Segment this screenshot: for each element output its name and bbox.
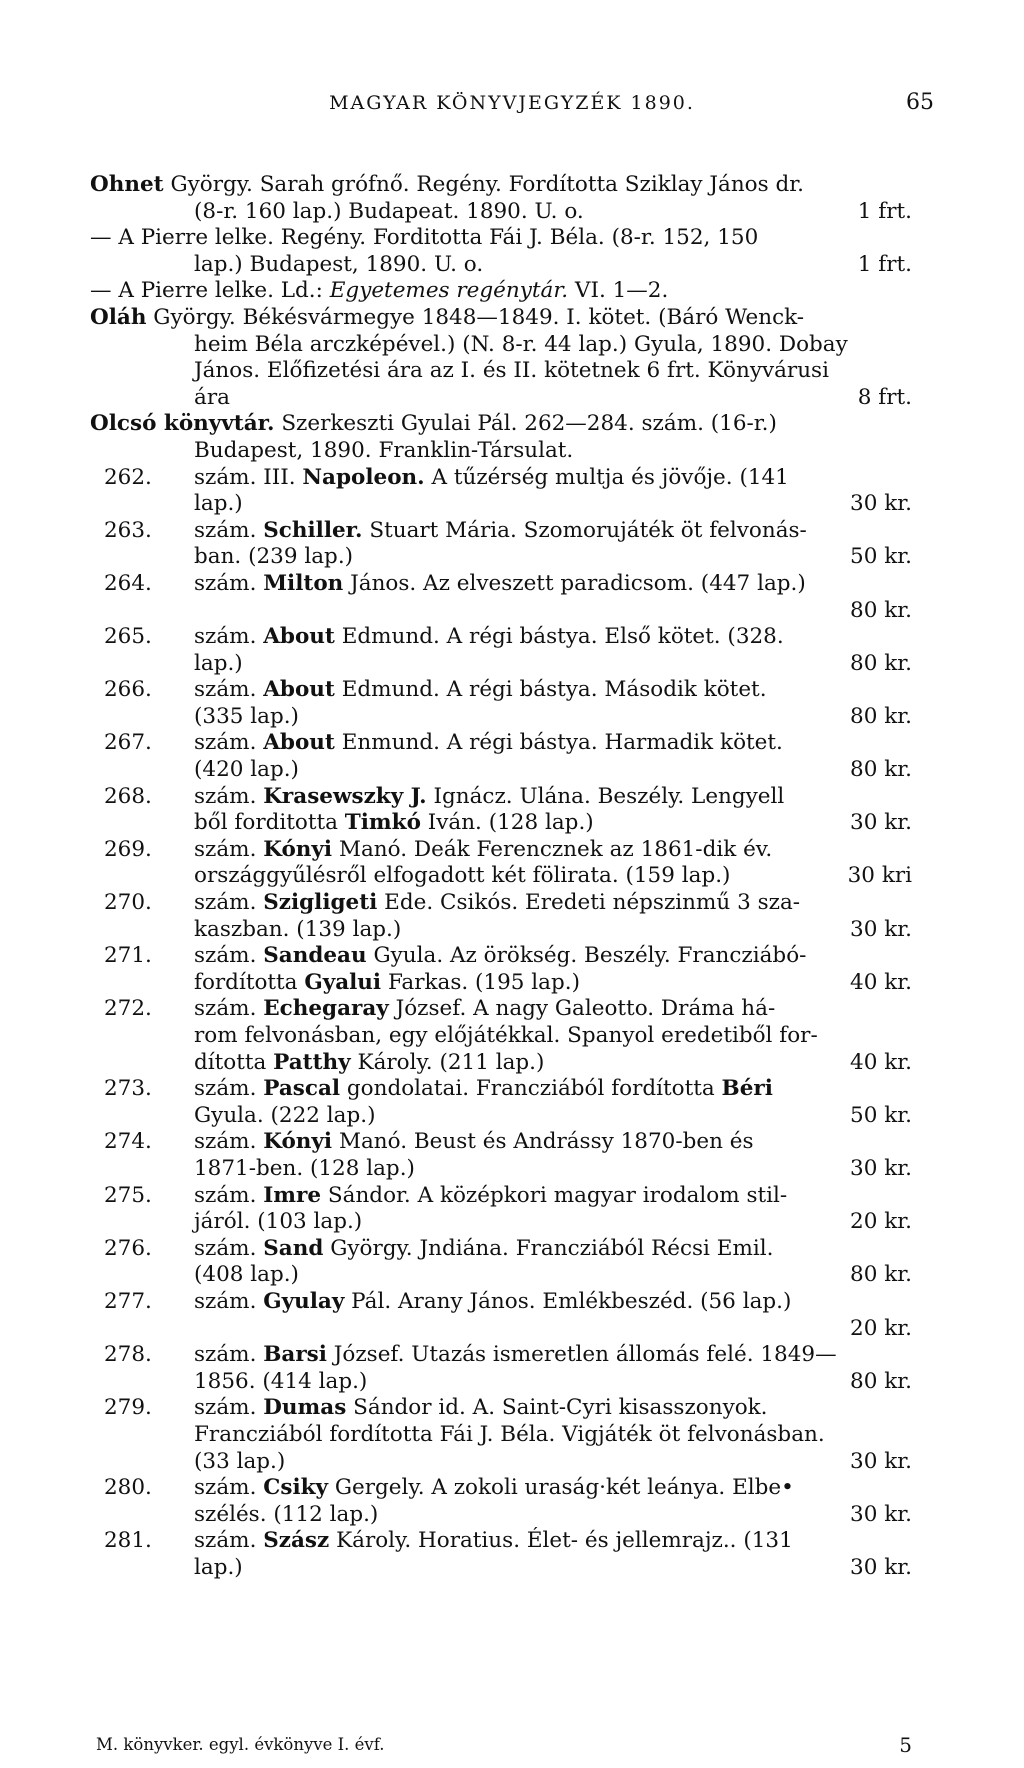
- line-text: [194, 544, 353, 569]
- price: 40 kr.: [850, 969, 912, 995]
- text-line: [90, 917, 912, 944]
- entry-number: 269.: [104, 836, 152, 862]
- line-text: [194, 358, 829, 383]
- author-name: Ohnet: [90, 172, 164, 197]
- text-segment: ára: [194, 384, 230, 410]
- text-segment: János. Előfizetési ára az I. és II. kötetnek 6 frt. Könyvárusi: [194, 358, 829, 384]
- price: 20 kr.: [850, 1315, 912, 1341]
- text-segment: 1856. (414 lap.): [194, 1368, 368, 1394]
- text-line: [90, 1528, 912, 1555]
- text-segment: szám.: [194, 1129, 264, 1155]
- text-segment: György. Békésvármegye 1848—1849. I. kötet. (Báró Wenck-: [146, 304, 805, 330]
- text-line: [90, 172, 912, 199]
- author-name: Krasewszky J.: [263, 783, 427, 809]
- text-segment: (408 lap.): [194, 1262, 299, 1288]
- text-segment: lap.): [194, 1554, 243, 1580]
- text-line: [90, 1502, 912, 1529]
- text-segment: járól. (103 lap.): [194, 1209, 363, 1235]
- line-text: [194, 1236, 773, 1261]
- price: 30 kr.: [850, 916, 912, 942]
- text-segment: Szerkeszti Gyulai Pál. 262—284. szám. (16-r.): [274, 411, 777, 437]
- line-text: [90, 305, 804, 330]
- text-line: [90, 1236, 912, 1263]
- text-line: [90, 1209, 912, 1236]
- text-line: [90, 1129, 912, 1156]
- text-segment: Ignácz. Ulána. Beszély. Lengyell: [426, 783, 785, 809]
- text-line: [90, 1183, 912, 1210]
- text-segment: Gyula. (222 lap.): [194, 1102, 376, 1128]
- text-line: [90, 943, 912, 970]
- text-segment: Sándor id. A. Saint-Cyri kisasszonyok.: [346, 1395, 768, 1421]
- text-segment: — A Pierre lelke. Ld.:: [90, 278, 330, 304]
- running-header: [90, 86, 934, 120]
- text-segment: gondolatai. Francziából fordította: [340, 1076, 722, 1102]
- entry-number: 264.: [104, 570, 152, 596]
- text-segment: szám.: [194, 836, 264, 862]
- price: 30 kr.: [850, 810, 912, 836]
- text-segment: szám.: [194, 1342, 264, 1368]
- text-segment: szám.: [194, 1076, 264, 1102]
- text-line: [90, 677, 912, 704]
- line-text: [194, 1502, 378, 1527]
- text-line: [90, 624, 912, 651]
- line-text: [194, 1289, 791, 1314]
- line-text: [194, 1209, 362, 1234]
- line-text: [194, 1156, 415, 1181]
- text-segment: Edmund. A régi bástya. Első kötet. (328.: [334, 624, 784, 650]
- text-segment: (8-r. 160 lap.) Budapeat. 1890. U. o.: [194, 198, 584, 224]
- text-line: [90, 1103, 912, 1130]
- text-line: [90, 465, 912, 492]
- entry-number: 265.: [104, 624, 152, 650]
- entry-number: 274.: [104, 1129, 152, 1155]
- text-segment: szám.: [194, 943, 264, 969]
- line-text: [90, 225, 758, 250]
- text-segment: Edmund. A régi bástya. Második kötet.: [334, 677, 767, 703]
- line-text: [194, 810, 594, 835]
- line-text: [194, 491, 243, 516]
- entry-number: 268.: [104, 783, 152, 809]
- page-number: 65: [906, 90, 934, 115]
- price: 40 kr.: [850, 1049, 912, 1075]
- author-name: Pascal: [263, 1076, 341, 1102]
- line-text: [194, 1475, 794, 1500]
- line-text: [194, 970, 580, 995]
- author-name: Sand: [263, 1235, 324, 1261]
- price: 30 kr.: [850, 1501, 912, 1527]
- text-segment: rom felvonásban, egy előjátékkal. Spanyol eredetiből for-: [194, 1023, 818, 1048]
- text-segment: szám.: [194, 1528, 264, 1554]
- text-line: [90, 1395, 912, 1422]
- text-line: [90, 890, 912, 917]
- line-text: [194, 1369, 367, 1394]
- text-line: [90, 1449, 912, 1476]
- line-text: [194, 651, 243, 676]
- text-line: [90, 863, 912, 890]
- text-segment: VI. 1—2.: [568, 278, 669, 304]
- entry-number: 262.: [104, 464, 152, 490]
- line-text: [194, 624, 784, 649]
- text-line: [90, 1342, 912, 1369]
- text-segment: Iván. (128 lap.): [420, 810, 594, 836]
- text-segment: szám.: [194, 677, 264, 703]
- text-segment: lap.): [194, 491, 243, 517]
- text-segment: János. Az elveszett paradicsom. (447 lap.): [343, 570, 806, 596]
- text-segment: szám. III.: [194, 464, 303, 490]
- line-text: [194, 757, 299, 782]
- line-text: [194, 784, 784, 809]
- line-text: [194, 571, 806, 596]
- line-text: [90, 172, 804, 197]
- author-name: Barsi: [263, 1342, 327, 1368]
- author-name: About: [263, 624, 335, 650]
- price: 80 kr.: [850, 757, 912, 783]
- text-line: [90, 305, 912, 332]
- text-line: [90, 1050, 912, 1077]
- author-name: Csiky: [263, 1475, 329, 1501]
- price: 80 kr.: [850, 597, 912, 623]
- price: 80 kr.: [850, 703, 912, 729]
- text-segment: szám.: [194, 517, 264, 543]
- line-text: [194, 332, 848, 357]
- signature-mark: 5: [899, 1733, 912, 1757]
- text-line: [90, 1076, 912, 1103]
- text-segment: ből forditotta: [194, 810, 345, 836]
- price: 80 kr.: [850, 1368, 912, 1394]
- text-segment: Farkas. (195 lap.): [381, 969, 580, 995]
- text-line: [90, 730, 912, 757]
- author-name: Schiller.: [263, 517, 363, 543]
- line-text: [194, 704, 299, 729]
- entry-number: 267.: [104, 730, 152, 756]
- text-line: [90, 651, 912, 678]
- line-text: [194, 1050, 544, 1075]
- price: 1 frt.: [857, 251, 912, 277]
- author-name: Szász: [263, 1528, 330, 1554]
- text-line: [90, 252, 912, 279]
- entry-number: 277.: [104, 1288, 152, 1314]
- author-name: Dumas: [263, 1395, 347, 1421]
- text-segment: szám.: [194, 890, 264, 916]
- entry-number: 270.: [104, 890, 152, 916]
- text-line: [90, 332, 912, 359]
- price: 80 kr.: [850, 1262, 912, 1288]
- author-name: Timkó: [344, 810, 421, 836]
- price: 80 kr.: [850, 650, 912, 676]
- price: 30 kr.: [850, 491, 912, 517]
- line-text: [194, 1528, 793, 1553]
- entry-number: 273.: [104, 1076, 152, 1102]
- author-name: Béri: [721, 1076, 773, 1102]
- text-segment: heim Béla arczképével.) (N. 8-r. 44 lap.) Gyula, 1890. Dobay: [194, 331, 848, 357]
- author-name: Napoleon.: [302, 464, 425, 490]
- line-text: [194, 1555, 243, 1580]
- page-footer: [96, 1733, 912, 1757]
- text-line: [90, 278, 912, 305]
- entry-number: 263.: [104, 517, 152, 543]
- entry-number: 279.: [104, 1395, 152, 1421]
- text-line: [90, 837, 912, 864]
- author-name: About: [263, 677, 335, 703]
- price: 30 kr.: [850, 1155, 912, 1181]
- text-line: [90, 598, 912, 625]
- text-segment: (335 lap.): [194, 703, 299, 729]
- text-line: [90, 518, 912, 545]
- entry-number: 266.: [104, 677, 152, 703]
- text-line: [90, 784, 912, 811]
- text-segment: szám.: [194, 1288, 264, 1314]
- line-text: [194, 199, 584, 224]
- running-title: MAGYAR KÖNYVJEGYZÉK 1890.: [329, 92, 695, 114]
- text-line: [90, 225, 912, 252]
- price: 30 kr.: [850, 1554, 912, 1580]
- text-segment: szám.: [194, 730, 264, 756]
- author-name: Sandeau: [263, 943, 367, 969]
- line-text: [194, 943, 806, 968]
- text-segment: A tűzérség multja és jövője. (141: [424, 464, 789, 490]
- text-line: [90, 544, 912, 571]
- text-segment: Károly. (211 lap.): [350, 1049, 545, 1075]
- line-text: [194, 252, 483, 277]
- text-segment: Stuart Mária. Szomorujáték öt felvonás-: [362, 517, 807, 543]
- line-text: [194, 917, 401, 942]
- text-segment: Francziából fordította Fái J. Béla. Vigjáték öt felvonásban.: [194, 1421, 825, 1447]
- text-segment: 1871-ben. (128 lap.): [194, 1155, 415, 1181]
- author-name: Patthy: [273, 1049, 351, 1075]
- text-segment: József. A nagy Galeotto. Dráma há-: [388, 996, 776, 1022]
- text-segment: lap.): [194, 650, 243, 676]
- line-text: [194, 1342, 837, 1367]
- line-text: [194, 730, 783, 755]
- line-text: [194, 1449, 285, 1474]
- line-text: [194, 1183, 787, 1208]
- line-text: [194, 518, 807, 543]
- author-name: Imre: [263, 1182, 322, 1208]
- text-segment: Pál. Arany János. Emlékbeszéd. (56 lap.): [344, 1288, 792, 1314]
- text-line: [90, 199, 912, 226]
- author-name: Oláh: [90, 304, 147, 330]
- text-segment: Budapest, 1890. Franklin-Társulat.: [194, 437, 574, 463]
- line-text: [194, 1103, 375, 1128]
- text-line: [90, 438, 912, 465]
- text-line: [90, 970, 912, 997]
- text-segment: kaszban. (139 lap.): [194, 916, 402, 942]
- author-name: Szigligeti: [263, 890, 378, 916]
- text-segment: Enmund. A régi bástya. Harmadik kötet.: [334, 730, 783, 756]
- text-segment: szám.: [194, 1395, 264, 1421]
- text-segment: György. Sarah grófnő. Regény. Fordította Sziklay János dr.: [163, 172, 805, 197]
- line-text: [194, 863, 730, 888]
- text-line: [90, 1475, 912, 1502]
- text-line: [90, 385, 912, 412]
- line-text: [194, 1076, 773, 1101]
- text-line: [90, 1369, 912, 1396]
- line-text: [194, 465, 789, 490]
- author-name: Kónyi: [263, 1129, 333, 1155]
- line-text: [194, 1395, 768, 1420]
- entry-number: 272.: [104, 996, 152, 1022]
- text-segment: fordította: [194, 969, 305, 995]
- price: 1 frt.: [857, 198, 912, 224]
- text-segment: József. Utazás ismeretlen állomás felé. 1849—: [326, 1342, 837, 1368]
- text-segment: szám.: [194, 570, 264, 596]
- author-name: Echegaray: [263, 996, 389, 1022]
- text-line: [90, 1023, 912, 1050]
- entry-number: 280.: [104, 1475, 152, 1501]
- line-text: [194, 1262, 299, 1287]
- text-segment: szám.: [194, 1235, 264, 1261]
- text-segment: szám.: [194, 1182, 264, 1208]
- text-line: [90, 996, 912, 1023]
- text-line: [90, 1262, 912, 1289]
- text-segment: Gergely. A zokoli uraság·két leánya. Elbe•: [328, 1475, 794, 1501]
- author-name: Gyalui: [304, 969, 382, 995]
- line-text: [194, 1422, 825, 1447]
- text-line: [90, 704, 912, 731]
- text-segment: (420 lap.): [194, 757, 299, 783]
- text-segment: szám.: [194, 996, 264, 1022]
- text-segment: Manó. Beust és Andrássy 1870-ben és: [332, 1129, 754, 1155]
- author-name: Olcsó könyvtár.: [90, 411, 275, 437]
- price: 20 kr.: [850, 1209, 912, 1235]
- text-segment: — A Pierre lelke. Regény. Forditotta Fái J. Béla. (8-r. 152, 150: [90, 225, 759, 251]
- author-name: About: [263, 730, 335, 756]
- line-text: [90, 411, 777, 436]
- line-text: [194, 1023, 818, 1048]
- text-segment: szám.: [194, 1475, 264, 1501]
- line-text: [194, 890, 800, 915]
- line-text: [194, 438, 573, 463]
- author-name: Kónyi: [263, 836, 333, 862]
- text-segment: szám.: [194, 783, 264, 809]
- line-text: [194, 677, 767, 702]
- text-line: [90, 810, 912, 837]
- price: 50 kr.: [850, 1102, 912, 1128]
- author-name: Gyulay: [263, 1288, 345, 1314]
- entry-number: 278.: [104, 1342, 152, 1368]
- text-line: [90, 358, 912, 385]
- text-line: [90, 571, 912, 598]
- text-segment: szám.: [194, 624, 264, 650]
- line-text: [194, 1129, 754, 1154]
- text-segment: országgyűlésről elfogadott két fölirata. (159 lap.): [194, 863, 731, 889]
- line-text: [90, 278, 668, 303]
- author-name: Milton: [263, 570, 344, 596]
- text-line: [90, 411, 912, 438]
- text-line: [90, 757, 912, 784]
- text-segment: Manó. Deák Ferencznek az 1861-dik év.: [332, 836, 773, 862]
- text-line: [90, 1555, 912, 1582]
- price: 8 frt.: [857, 384, 912, 410]
- text-line: [90, 491, 912, 518]
- catalog-entries: [90, 172, 912, 1581]
- text-line: [90, 1316, 912, 1343]
- text-segment: Sándor. A középkori magyar irodalom stil-: [321, 1182, 788, 1208]
- text-segment: Gyula. Az örökség. Beszély. Francziábó-: [366, 943, 807, 969]
- footer-imprint: M. könyvker. egyl. évkönyve I. évf.: [96, 1735, 385, 1754]
- text-segment: György. Jndiána. Francziából Récsi Emil.: [323, 1235, 774, 1261]
- price: 30 kr.: [850, 1448, 912, 1474]
- text-segment: Ede. Csikós. Eredeti népszinmű 3 sza-: [377, 890, 801, 916]
- text-segment: lap.) Budapest, 1890. U. o.: [194, 251, 484, 277]
- price: 50 kr.: [850, 544, 912, 570]
- entry-number: 281.: [104, 1528, 152, 1554]
- series-title: Egyetemes regénytár.: [329, 278, 569, 304]
- text-line: [90, 1289, 912, 1316]
- text-segment: szélés. (112 lap.): [194, 1501, 379, 1527]
- text-segment: (33 lap.): [194, 1448, 286, 1474]
- text-segment: dította: [194, 1049, 274, 1075]
- text-line: [90, 1422, 912, 1449]
- line-text: [194, 837, 772, 862]
- text-segment: ban. (239 lap.): [194, 544, 354, 570]
- entry-number: 276.: [104, 1235, 152, 1261]
- line-text: [194, 996, 775, 1021]
- entry-number: 271.: [104, 943, 152, 969]
- text-line: [90, 1156, 912, 1183]
- line-text: [194, 385, 230, 410]
- text-segment: Károly. Horatius. Élet- és jellemrajz.. (131: [329, 1528, 793, 1554]
- entry-number: 275.: [104, 1182, 152, 1208]
- price: 30 kri: [847, 863, 912, 889]
